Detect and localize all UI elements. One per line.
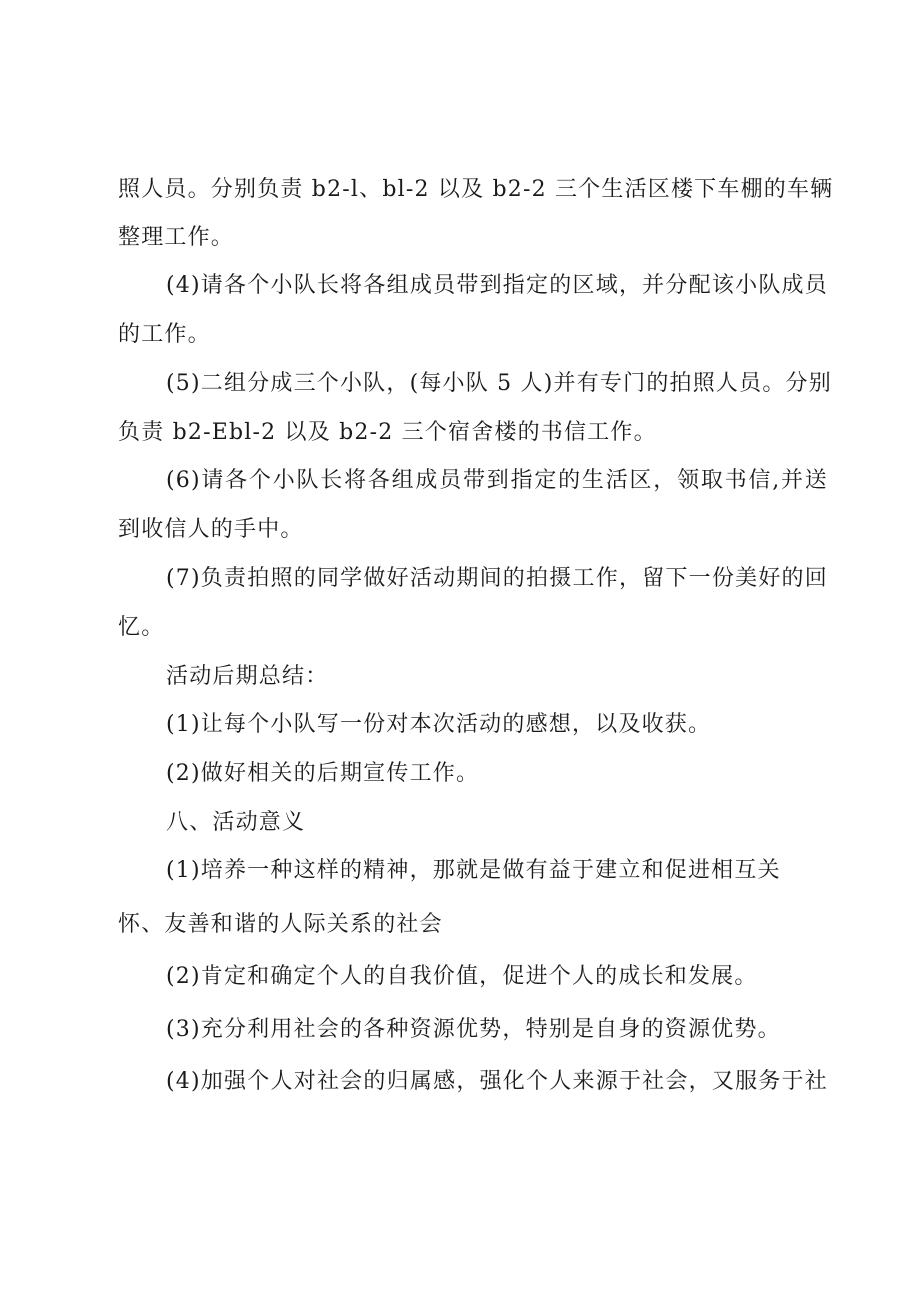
text-line: (2)肯定和确定个人的自我价值，促进个人的成长和发展。: [166, 964, 758, 989]
text-line: (7)负责拍照的同学做好活动期间的拍摄工作，留下一份美好的回: [166, 566, 828, 591]
section-heading: 八、活动意义: [166, 810, 306, 835]
text-line: (5)二组分成三个小队，(每小队 5 人)并有专门的拍照人员。分别: [166, 371, 832, 396]
text-line: 照人员。分别负责 b2-l、bl-2 以及 b2-2 三个生活区楼下车棚的车辆: [118, 177, 834, 202]
text-line: (6)请各个小队长将各组成员带到指定的生活区，领取书信,并送: [166, 468, 828, 493]
text-line: 的工作。: [118, 322, 211, 347]
text-line: (2)做好相关的后期宣传工作。: [166, 761, 480, 786]
text-line: 负责 b2-Ebl-2 以及 b2-2 三个宿舍楼的书信工作。: [118, 420, 657, 445]
text-line: (3)充分利用社会的各种资源优势，特别是自身的资源优势。: [166, 1017, 781, 1042]
text-line: 忆。: [118, 615, 165, 640]
text-line: 整理工作。: [118, 225, 235, 250]
text-line: (4)请各个小队长将各组成员带到指定的区域，并分配该小队成员: [166, 273, 828, 298]
section-heading: 活动后期总结：: [166, 664, 329, 689]
text-line: (4)加强个人对社会的归属感，强化个人来源于社会，又服务于社: [166, 1069, 828, 1094]
text-line: (1)培养一种这样的精神，那就是做有益于建立和促进相互关: [166, 858, 781, 883]
text-line: 到收信人的手中。: [118, 517, 304, 542]
text-line: 怀、友善和谐的人际关系的社会: [118, 912, 443, 937]
text-line: (1)让每个小队写一份对本次活动的感想，以及收获。: [166, 712, 712, 737]
